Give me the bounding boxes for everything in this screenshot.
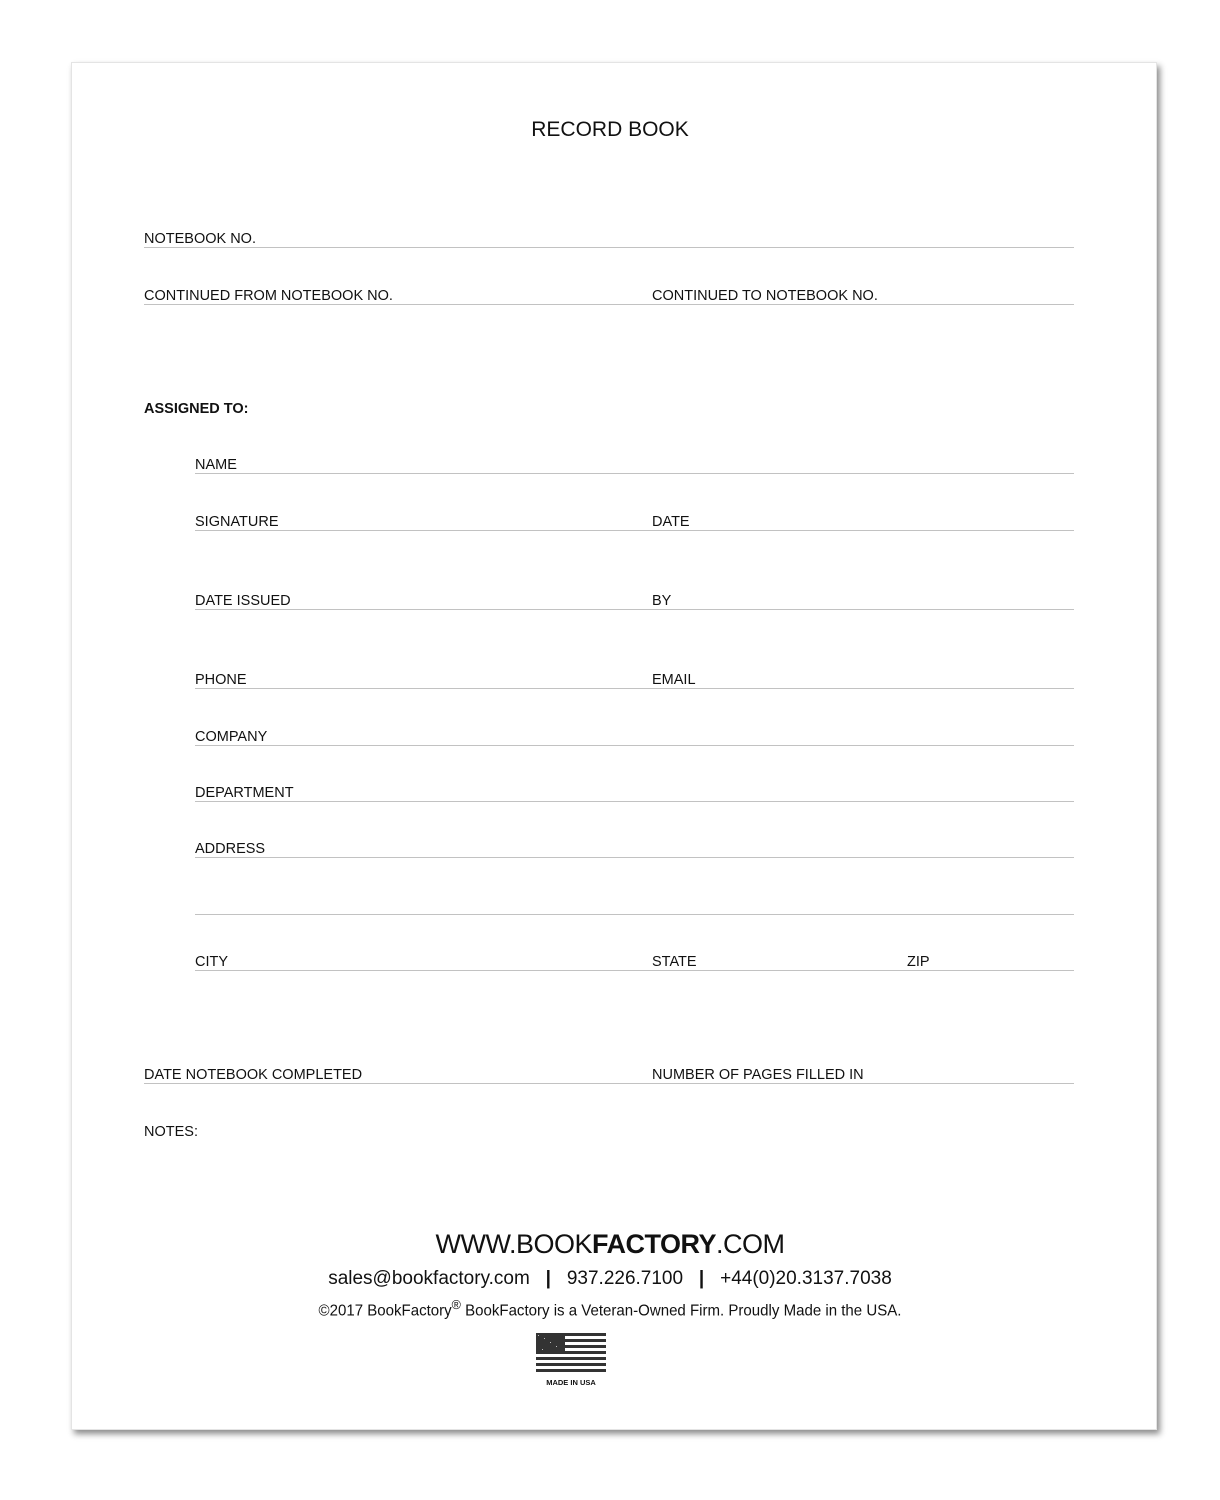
company-field[interactable] xyxy=(195,726,1074,746)
url-prefix: WWW.BOOK xyxy=(435,1229,592,1259)
website-url xyxy=(0,1229,1220,1260)
continued-to-label: CONTINUED TO NOTEBOOK NO. xyxy=(652,288,878,304)
assigned-to-heading: ASSIGNED TO: xyxy=(144,401,249,417)
pages-filled-label: NUMBER OF PAGES FILLED IN xyxy=(652,1067,864,1083)
address-label: ADDRESS xyxy=(195,841,266,857)
notes-label: NOTES: xyxy=(144,1124,198,1140)
copyright: ©2017 BookFactory xyxy=(318,1302,452,1320)
zip-label: ZIP xyxy=(907,954,930,970)
page-title: RECORD BOOK xyxy=(531,118,689,141)
notebook-no-label: NOTEBOOK NO. xyxy=(144,231,256,247)
pages-filled-field[interactable] xyxy=(652,1064,1074,1084)
zip-field[interactable] xyxy=(907,951,1074,971)
separator: | xyxy=(698,1268,705,1289)
state-label: STATE xyxy=(652,954,697,970)
name-field[interactable] xyxy=(195,454,1074,474)
company-label: COMPANY xyxy=(195,729,268,745)
date-field[interactable] xyxy=(652,511,1074,531)
continued-from-field[interactable] xyxy=(144,285,652,305)
tagline: BookFactory is a Veteran-Owned Firm. Proudly Made in the USA. xyxy=(460,1302,902,1320)
by-field[interactable] xyxy=(652,590,1074,610)
phone-label: PHONE xyxy=(195,672,247,688)
continued-from-label: CONTINUED FROM NOTEBOOK NO. xyxy=(144,288,393,304)
contact-email: sales@bookfactory.com xyxy=(328,1268,530,1289)
record-book-page xyxy=(71,62,1157,1430)
copyright-line xyxy=(37,1297,1184,1320)
signature-label: SIGNATURE xyxy=(195,514,279,530)
continued-to-field[interactable] xyxy=(652,285,1074,305)
phone-uk: +44(0)20.3137.7038 xyxy=(720,1268,892,1289)
state-field[interactable] xyxy=(652,951,907,971)
department-label: DEPARTMENT xyxy=(195,785,294,801)
contact-line xyxy=(0,1268,1220,1290)
phone-field[interactable] xyxy=(195,669,652,689)
separator: | xyxy=(545,1268,551,1289)
address-field[interactable] xyxy=(195,838,1074,858)
made-in-usa-label: MADE IN USA xyxy=(546,1378,596,1387)
department-field[interactable] xyxy=(195,782,1074,802)
name-label: NAME xyxy=(195,457,237,473)
signature-field[interactable] xyxy=(195,511,652,531)
date-label: DATE xyxy=(652,514,690,530)
url-bold: FACTORY xyxy=(591,1229,716,1259)
email-field[interactable] xyxy=(652,669,1074,689)
notebook-no-field[interactable] xyxy=(144,228,1074,248)
by-label: BY xyxy=(652,593,672,609)
email-label: EMAIL xyxy=(652,672,696,688)
us-flag-icon xyxy=(536,1333,606,1373)
registered-mark: ® xyxy=(451,1297,461,1312)
city-label: CITY xyxy=(195,954,229,970)
city-field[interactable] xyxy=(195,951,652,971)
url-suffix: .COM xyxy=(716,1229,785,1259)
date-completed-field[interactable] xyxy=(144,1064,652,1084)
date-issued-label: DATE ISSUED xyxy=(195,593,291,609)
date-completed-label: DATE NOTEBOOK COMPLETED xyxy=(144,1067,363,1083)
date-issued-field[interactable] xyxy=(195,590,652,610)
phone-us: 937.226.7100 xyxy=(566,1268,684,1289)
address-line-2-field[interactable] xyxy=(195,895,1074,915)
